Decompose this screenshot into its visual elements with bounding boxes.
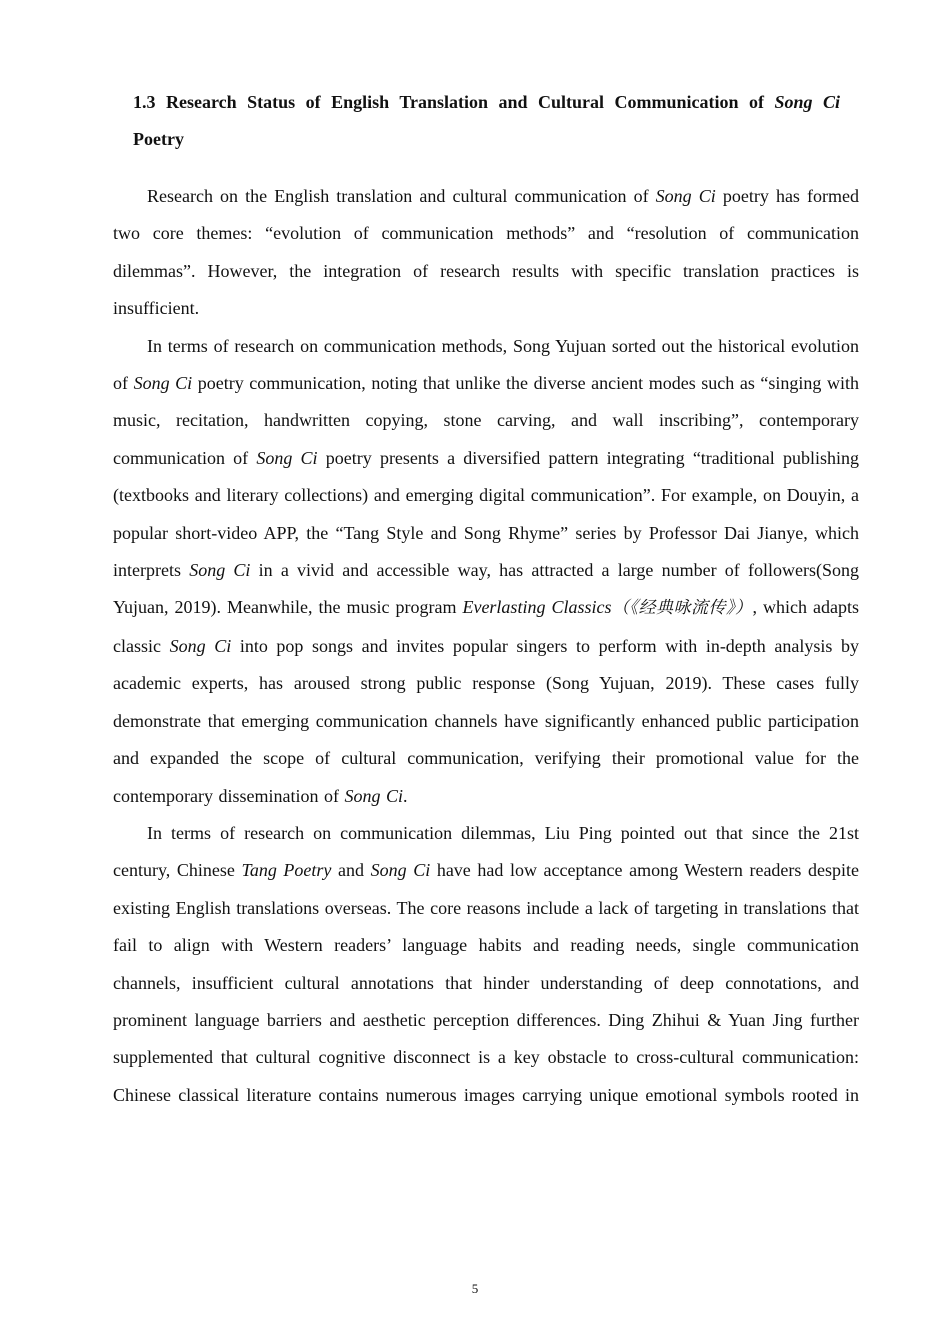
paragraph-2 bbox=[113, 328, 859, 815]
italic-term: Song Ci bbox=[655, 186, 716, 206]
text-run: Research on the English translation and cultural communication of bbox=[147, 186, 656, 206]
page-number: 5 bbox=[471, 1281, 479, 1296]
heading-italic-song: Song bbox=[774, 92, 813, 112]
text-run: in a vivid and accessible way, has attracted a large number of followers(Song Yujuan, 2019). Meanwhile, the music program bbox=[113, 560, 859, 618]
body-text bbox=[113, 178, 859, 1114]
text-run: into pop songs and invites popular singers to perform with in-depth analysis by academic experts, has aroused strong public response (Song Yujuan, 2019). These cases fully demonstrate that emerging communication channels have significantly enhanced public participation and expanded the scope of cultural communication, verifying their promotional value for the contemporary dissemination of bbox=[113, 635, 859, 806]
section-number: 1.3 bbox=[133, 92, 156, 112]
chinese-title: （《经典咏流传》） bbox=[611, 598, 753, 619]
heading-italic-ci: Ci bbox=[823, 92, 841, 112]
text-run: have had low acceptance among Western readers despite existing English translations overseas. The core reasons include a lack of targeting in translations that fail to align with Western readers’ language habits and reading needs, single communication channels, insufficient cultural annotations that hinder understanding of deep connotations, and prominent language barriers and aesthetic perception differences. Ding Zhihui & Yuan Jing further supplemented that cultural cognitive disconnect is a key obstacle to cross-cultural communication: Chinese classical literature contains numerous images carrying unique emotional symbols rooted in bbox=[113, 860, 859, 1105]
text-run: poetry presents a diversified pattern integrating “traditional publishing (textbooks and literary collections) and emerging digital communication”. For example, on Douyin, a popular short-video APP, the “Tang Style and Song Rhyme” series by Professor Dai Jianye, which interprets bbox=[113, 447, 859, 581]
text-run: . bbox=[402, 785, 408, 806]
section-heading bbox=[133, 84, 840, 158]
heading-text-part-a: Research Status of English Translation and Cultural Communication of bbox=[166, 92, 775, 112]
italic-term: Tang Poetry bbox=[241, 860, 332, 881]
paragraph-3 bbox=[113, 815, 859, 1114]
text-run: , which adapts classic bbox=[113, 597, 859, 656]
italic-term: Song Ci bbox=[256, 447, 318, 468]
text-run: In terms of research on communication dilemmas, Liu Ping pointed out that since the 21st century, Chinese bbox=[113, 822, 859, 881]
paragraph-1 bbox=[113, 178, 859, 328]
text-run: poetry communication, noting that unlike the diverse ancient modes such as “singing with music, recitation, handwritten copying, stone carving, and wall inscribing”, contemporary communication of bbox=[113, 373, 859, 468]
italic-term: Song Ci bbox=[169, 635, 232, 656]
italic-term: Song Ci bbox=[344, 785, 403, 806]
heading-text-part-b: Poetry bbox=[133, 129, 184, 149]
italic-term: Song Ci bbox=[370, 860, 431, 881]
italic-term: Song Ci bbox=[189, 560, 251, 581]
text-run: poetry has formed two core themes: “evolution of communication methods” and “resolution of communication dilemmas”. However, the integration of research results with specific translation practices is insufficient. bbox=[113, 186, 860, 319]
italic-term: Everlasting Classics bbox=[462, 597, 612, 618]
italic-term: Song Ci bbox=[133, 373, 193, 394]
text-run: and bbox=[331, 860, 371, 881]
text-run: In terms of research on communication methods, Song Yujuan sorted out the historical evolution of bbox=[113, 335, 859, 394]
